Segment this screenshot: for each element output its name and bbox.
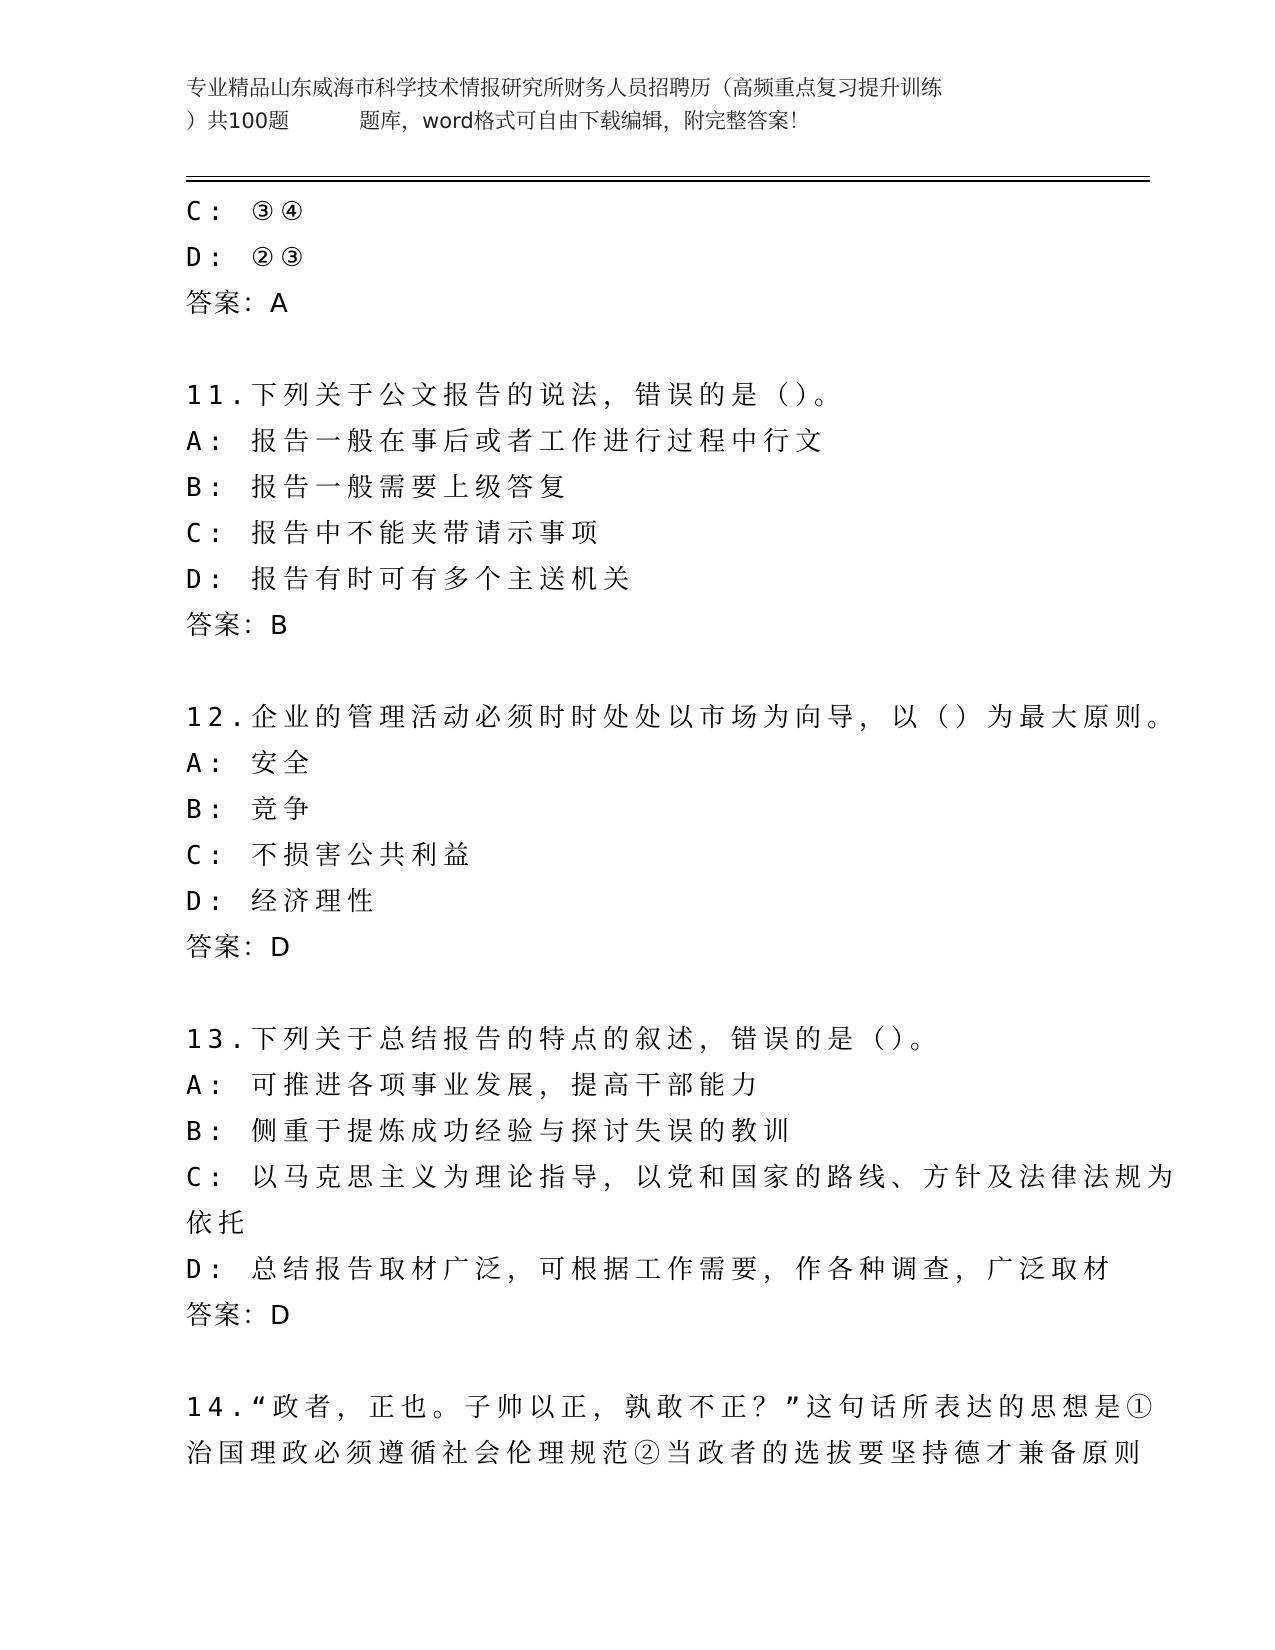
option-a: A: 可推进各项事业发展，提高干部能力 [186,1071,763,1101]
question-stem: 13.下列关于总结报告的特点的叙述，错误的是（）。 [186,1025,942,1055]
question-stem: 11.下列关于公文报告的说法，错误的是（）。 [186,381,846,411]
option-d: D: ②③ [186,243,310,273]
option-b: B: 侧重于提炼成功经验与探讨失误的教训 [186,1117,795,1147]
header-line-2 [186,105,1086,138]
question-list [186,189,1179,1477]
answer: 答案：B [186,611,290,641]
option-c: C: ③④ [186,197,310,227]
option-d: D: 经济理性 [186,887,379,917]
header-note: 题库，word格式可自由下载编辑，附完整答案！ [359,109,810,133]
option-b: B: 报告一般需要上级答复 [186,473,571,503]
question-stem: 12.企业的管理活动必须时时处处以市场为向导，以（）为最大原则。 [186,703,1179,733]
option-d: D: 报告有时可有多个主送机关 [186,565,635,595]
option-d: D: 总结报告取材广泛，可根据工作需要，作各种调查，广泛取材 [186,1255,1115,1285]
question-stem-continued: 治国理政必须遵循社会伦理规范②当政者的选拔要坚持德才兼备原则 [186,1439,1147,1469]
option-b: B: 竞争 [186,795,315,825]
answer: 答案：A [186,289,290,319]
option-c: C: 以马克思主义为理论指导，以党和国家的路线、方针及法律法规为 [186,1163,1179,1193]
document-header [186,72,1086,138]
option-c: C: 不损害公共利益 [186,841,475,871]
option-a: A: 报告一般在事后或者工作进行过程中行文 [186,427,827,457]
question-stem: 14.“政者，正也。子帅以正，孰敢不正？”这句话所表达的思想是① [186,1393,1159,1423]
answer: 答案：D [186,933,293,963]
option-a: A: 安全 [186,749,315,779]
answer: 答案：D [186,1301,293,1331]
option-c-continued: 依托 [186,1209,251,1239]
header-line-1: 专业精品山东威海市科学技术情报研究所财务人员招聘历（高频重点复习提升训练 [186,76,942,100]
header-divider [186,176,1150,182]
header-count: ）共100题 [186,109,290,133]
option-c: C: 报告中不能夹带请示事项 [186,519,603,549]
